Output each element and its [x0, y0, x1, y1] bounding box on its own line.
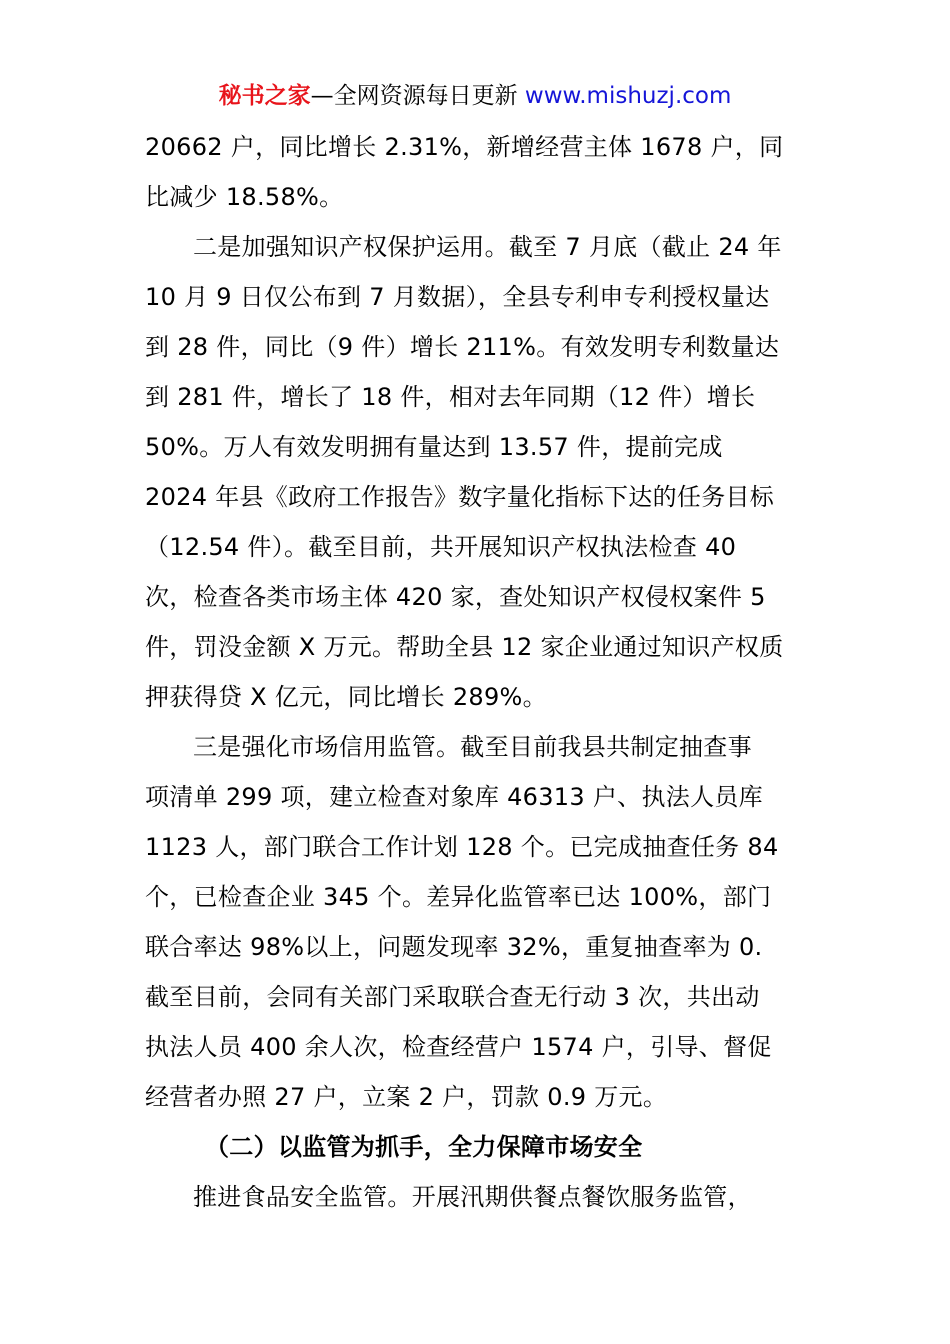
text-line: 二是加强知识产权保护运用。截至 7 月底（截止 24 年 — [193, 233, 782, 261]
text-line: 1123 人，部门联合工作计划 128 个。已完成抽查任务 84 — [145, 833, 779, 861]
text-line: 2024 年县《政府工作报告》数字量化指标下达的任务目标 — [145, 483, 775, 511]
text-line: 10 月 9 日仅公布到 7 月数据），全县专利申专利授权量达 — [145, 283, 770, 311]
text-line: 押获得贷 X 亿元，同比增长 289%。 — [145, 683, 547, 711]
text-line: 到 281 件，增长了 18 件，相对去年同期（12 件）增长 — [145, 383, 756, 411]
text-line: 件，罚没金额 X 万元。帮助全县 12 家企业通过知识产权质 — [145, 633, 784, 661]
text-line: 到 28 件，同比（9 件）增长 211%。有效发明专利数量达 — [145, 333, 780, 361]
text-line: 比减少 18.58%。 — [145, 183, 344, 211]
text-line: 截至目前，会同有关部门采取联合查无行动 3 次，共出动 — [145, 983, 760, 1011]
section-heading: （二）以监管为抓手，全力保障市场安全 — [205, 1133, 643, 1161]
paragraph-2 — [145, 222, 810, 722]
page-header — [0, 80, 950, 112]
text-line: 50%。万人有效发明拥有量达到 13.57 件，提前完成 — [145, 433, 723, 461]
text-line: 推进食品安全监管。开展汛期供餐点餐饮服务监管， — [193, 1183, 752, 1211]
header-brand: 秘书之家 — [218, 83, 311, 109]
text-line: 项清单 299 项，建立检查对象库 46313 户、执法人员库 — [145, 783, 763, 811]
text-line: 个，已检查企业 345 个。差异化监管率已达 100%，部门 — [145, 883, 772, 911]
text-line: 经营者办照 27 户，立案 2 户，罚款 0.9 万元。 — [145, 1083, 668, 1111]
header-url-link[interactable]: www.mishuzj.com — [524, 83, 732, 109]
header-slogan: —全网资源每日更新 — [310, 83, 525, 109]
text-line: 执法人员 400 余人次，检查经营户 1574 户，引导、督促 — [145, 1033, 772, 1061]
paragraph-4 — [145, 1172, 810, 1222]
text-line: 20662 户，同比增长 2.31%，新增经营主体 1678 户，同 — [145, 133, 784, 161]
paragraph-3 — [145, 722, 810, 1122]
document-body — [145, 122, 810, 1222]
paragraph-1 — [145, 122, 810, 222]
text-line: 三是强化市场信用监管。截至目前我县共制定抽查事 — [193, 733, 752, 761]
text-line: （12.54 件）。截至目前，共开展知识产权执法检查 40 — [145, 533, 737, 561]
text-line: 联合率达 98%以上，问题发现率 32%，重复抽查率为 0. — [145, 933, 763, 961]
text-line: 次，检查各类市场主体 420 家，查处知识产权侵权案件 5 — [145, 583, 766, 611]
